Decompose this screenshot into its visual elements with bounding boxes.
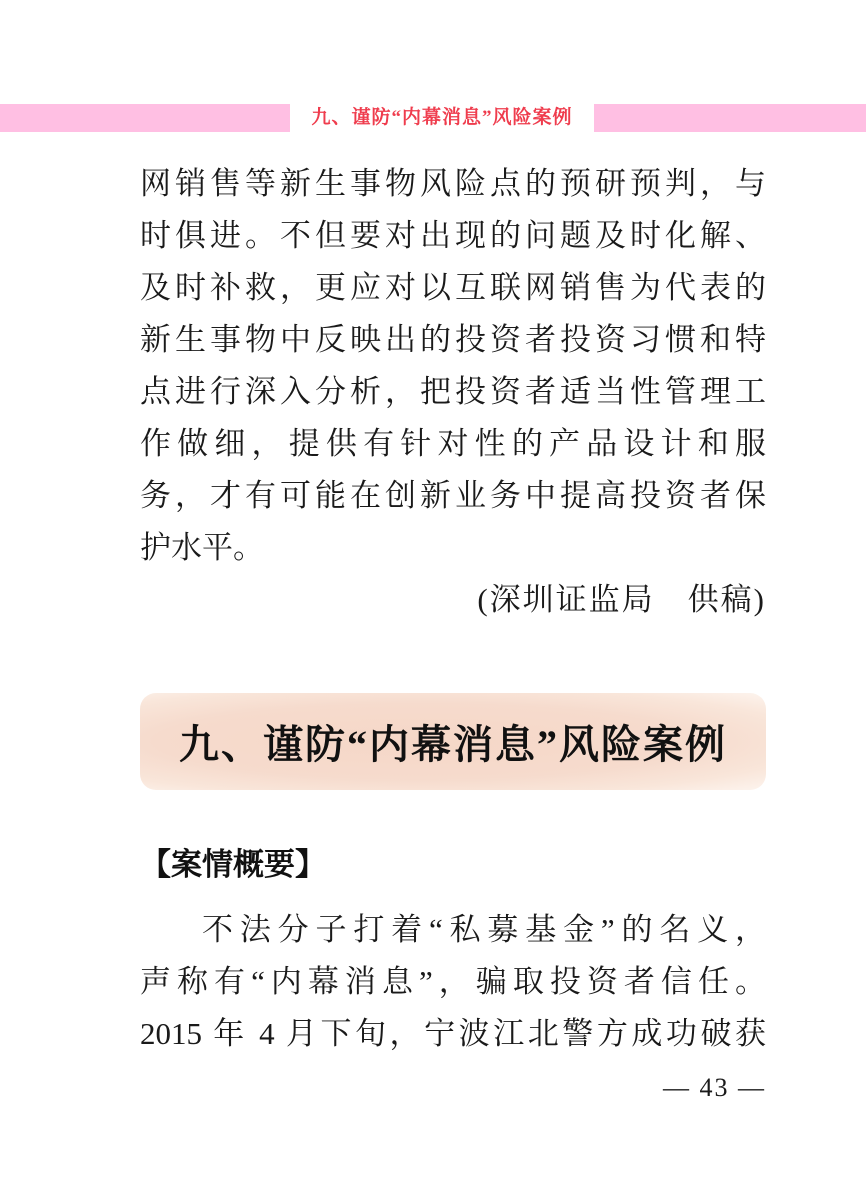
attribution-credit: (深圳证监局 供稿) <box>477 582 766 617</box>
running-header-title: 九、谨防“内幕消息”风险案例 <box>290 104 594 132</box>
body-line: 2015 年 4 月下旬，宁波江北警方成功破获 <box>140 1016 766 1051</box>
chapter-title-band <box>140 693 766 790</box>
body-line: 作做细，提供有针对性的产品设计和服 <box>140 426 766 461</box>
page-number: — 43 — <box>663 1073 766 1102</box>
body-line: 护水平。 <box>140 530 264 565</box>
body-line: 务，才有可能在创新业务中提高投资者保 <box>140 478 766 513</box>
header-pink-band-left <box>0 104 290 132</box>
paragraph-case-summary <box>140 904 766 1060</box>
subsection-heading-case-summary: 【案情概要】 <box>140 847 326 882</box>
body-line: 新生事物中反映出的投资者投资习惯和特 <box>140 322 766 357</box>
body-line: 及时补救，更应对以互联网销售为代表的 <box>140 270 766 305</box>
body-line: 时俱进。不但要对出现的问题及时化解、 <box>140 218 766 253</box>
page-content <box>140 158 766 1103</box>
body-line: 点进行深入分析，把投资者适当性管理工 <box>140 374 766 409</box>
chapter-title: 九、谨防“内幕消息”风险案例 <box>179 722 727 767</box>
body-line: 不法分子打着“私募基金”的名义， <box>202 912 766 947</box>
running-header <box>0 104 866 132</box>
body-line: 声称有“内幕消息”，骗取投资者信任。 <box>140 964 766 999</box>
header-pink-band-right <box>594 104 866 132</box>
body-line: 网销售等新生事物风险点的预研预判，与 <box>140 166 766 201</box>
paragraph-investor-protection <box>140 158 766 574</box>
